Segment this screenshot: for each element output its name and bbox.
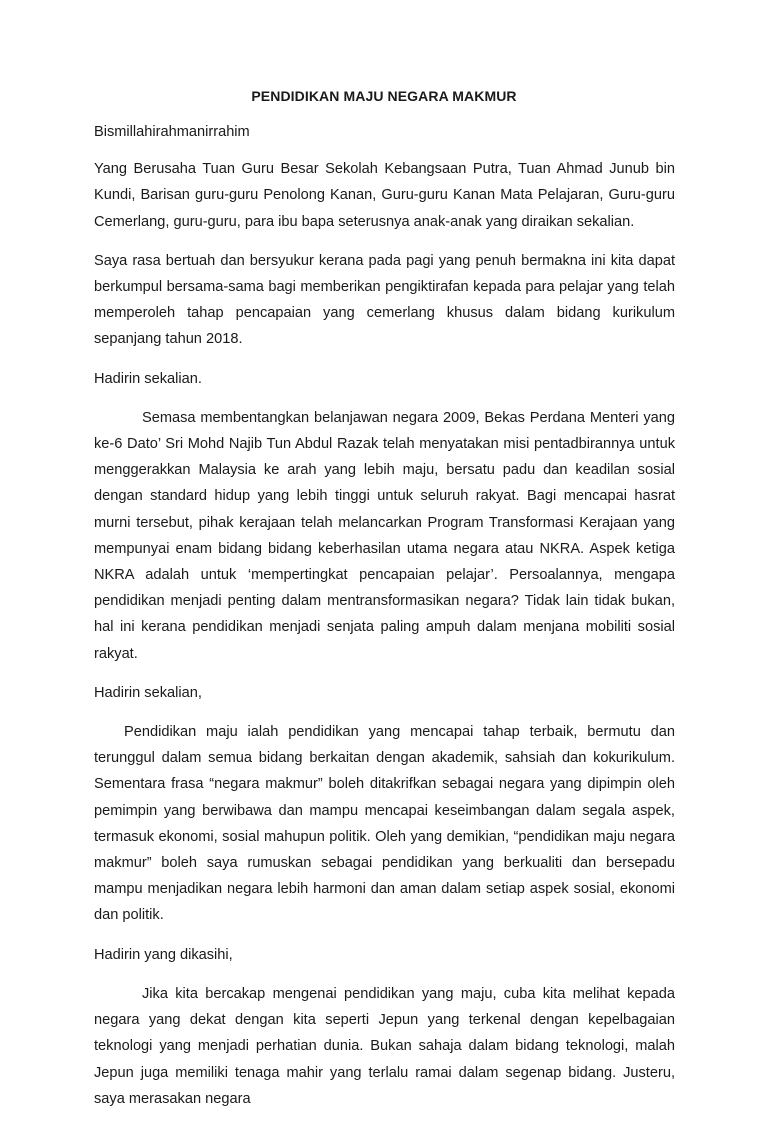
gratitude-paragraph: Saya rasa bertuah dan bersyukur kerana pada pagi yang penuh bermakna ini kita dapat berkumpul bersama-sama bagi memberikan pengiktirafan kepada para pelajar yang telah memperoleh tahap pencapaian yang cemerlang khusus dalam bidang kurikulum sepanjang tahun 2018. <box>94 252 675 348</box>
budget-paragraph: Semasa membentangkan belanjawan negara 2009, Bekas Perdana Menteri yang ke-6 Dato’ Sri Mohd Najib Tun Abdul Razak telah menyatakan misi pentadbirannya untuk menggerakkan Malaysia ke arah yang lebih maju, bersatu padu dan keadilan sosial dengan standard hidup yang lebih tinggi untuk seluruh rakyat. Bagi mencapai hasrat murni tersebut, pihak kerajaan telah melancarkan Program Transformasi Kerajaan yang mempunyai enam bidang bidang keberhasilan utama negara atau NKRA. Aspek ketiga NKRA adalah untuk ‘mempertingkat pencapaian pelajar’. Persoalannya, mengapa pendidikan menjadi penting dalam mentransformasikan negara? Tidak lain tidak bukan, hal ini kerana pendidikan menjadi senjata paling ampuh dalam menjana mobiliti sosial rakyat. <box>94 409 675 662</box>
opening-greeting: Bismillahirahmanirrahim <box>94 124 250 140</box>
address-line: Hadirin sekalian, <box>94 684 202 701</box>
salutation-paragraph: Yang Berusaha Tuan Guru Besar Sekolah Kebangsaan Putra, Tuan Ahmad Junub bin Kundi, Barisan guru-guru Penolong Kanan, Guru-guru Kanan Mata Pelajaran, Guru-guru Cemerlang, guru-guru, para ibu bapa seterusnya anak-anak yang diraikan sekalian. <box>94 161 675 230</box>
address-line: Hadirin sekalian. <box>94 370 202 387</box>
address-line: Hadirin yang dikasihi, <box>94 946 233 963</box>
document-body <box>94 119 675 1125</box>
definition-paragraph: Pendidikan maju ialah pendidikan yang mencapai tahap terbaik, bermutu dan terunggul dalam semua bidang berkaitan dengan akademik, sahsiah dan kokurikulum. Sementara frasa “negara makmur” boleh ditakrifkan sebagai negara yang dipimpin oleh pemimpin yang berwibawa dan mampu mencapai keseimbangan dalam segala aspek, termasuk ekonomi, sosial mahupun politik. Oleh yang demikian, “pendidikan maju negara makmur” boleh saya rumuskan sebagai pendidikan yang berkualiti dan bersepadu mampu menjadikan negara lebih harmoni dan aman dalam setiap aspek sosial, ekonomi dan politik. <box>94 724 675 924</box>
document-title: PENDIDIKAN MAJU NEGARA MAKMUR <box>251 88 517 104</box>
japan-paragraph: Jika kita bercakap mengenai pendidikan yang maju, cuba kita melihat kepada negara yang dekat dengan kita seperti Jepun yang terkenal dengan kepelbagaian teknologi yang menjadi perhatian dunia. Bukan sahaja dalam bidang teknologi, malah Jepun juga memiliki tenaga mahir yang terlalu ramai dalam segenap bidang. Justeru, saya merasakan negara <box>94 985 675 1107</box>
